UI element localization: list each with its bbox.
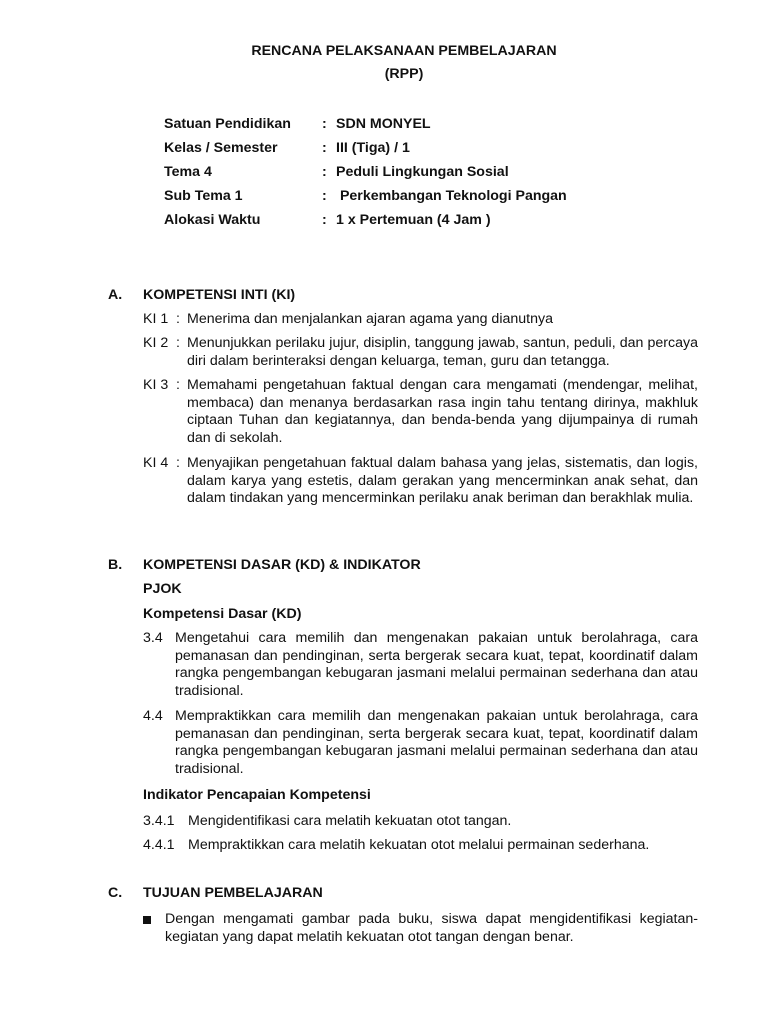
- identity-label: Satuan Pendidikan: [164, 116, 291, 132]
- kd-item: [143, 630, 698, 700]
- identity-separator: :: [322, 212, 327, 228]
- kd-number: 4.4: [143, 708, 163, 724]
- ki-code: KI 1: [143, 311, 169, 327]
- identity-value: 1 x Pertemuan (4 Jam ): [336, 212, 491, 228]
- section-a-letter: A.: [108, 287, 123, 303]
- square-bullet-icon: [143, 916, 151, 924]
- ki-colon: :: [176, 335, 180, 351]
- identity-value: III (Tiga) / 1: [336, 140, 410, 156]
- identity-label: Tema 4: [164, 164, 212, 180]
- ki-colon: :: [176, 455, 180, 471]
- indicator-text: Mengidentifikasi cara melatih kekuatan otot tangan.: [188, 813, 512, 829]
- ki-item: [143, 377, 698, 447]
- identity-label: Sub Tema 1: [164, 188, 243, 204]
- document-subtitle: (RPP): [384, 66, 424, 82]
- ki-colon: :: [176, 377, 180, 393]
- identity-separator: :: [322, 116, 327, 132]
- ki-text: Memahami pengetahuan faktual dengan cara mengamati (mendengar, melihat, membaca) dan menanya berdasarkan rasa ingin tahu tentang dirinya, makhluk ciptaan Tuhan dan kegiatannya, dan benda-benda yang dijumpainya di rumah dan di sekolah.: [187, 377, 698, 446]
- kd-text: Mengetahui cara memilih dan mengenakan pakaian untuk berolahraga, cara pemanasan dan pendinginan, serta bergerak secara kuat, tepat, koordinatif dalam rangka pengembangan kebugaran jasmani melalui permainan sederhana dan atau tradisional.: [175, 630, 698, 699]
- section-a-title: KOMPETENSI INTI (KI): [143, 287, 296, 303]
- subject-heading: PJOK: [143, 581, 182, 597]
- identity-separator: :: [322, 188, 327, 204]
- indicator-heading: Indikator Pencapaian Kompetensi: [143, 787, 371, 803]
- ki-text: Menunjukkan perilaku jujur, disiplin, tanggung jawab, santun, peduli, dan percaya diri dalam berinteraksi dengan keluarga, teman, guru dan tetangga.: [187, 335, 698, 369]
- kd-item: [143, 708, 698, 778]
- ki-code: KI 2: [143, 335, 169, 351]
- ki-colon: :: [176, 311, 180, 327]
- ki-text: Menerima dan menjalankan ajaran agama yang dianutnya: [187, 311, 553, 327]
- indicator-text: Mempraktikkan cara melatih kekuatan otot melalui permainan sederhana.: [188, 837, 650, 853]
- identity-separator: :: [322, 140, 327, 156]
- section-b-title: KOMPETENSI DASAR (KD) & INDIKATOR: [143, 557, 421, 573]
- identity-separator: :: [322, 164, 327, 180]
- ki-item: [143, 455, 698, 508]
- ki-item: [143, 335, 698, 370]
- ki-text: Menyajikan pengetahuan faktual dalam bahasa yang jelas, sistematis, dan logis, dalam karya yang estetis, dalam gerakan yang mencerminkan anak sehat, dan dalam tindakan yang mencerminkan perilaku anak beriman dan berakhlak mulia.: [187, 455, 698, 507]
- objective-text: Dengan mengamati gambar pada buku, siswa dapat mengidentifikasi kegiatan-kegiatan yang dapat melatih kekuatan otot tangan dengan benar.: [165, 911, 698, 945]
- kd-number: 3.4: [143, 630, 163, 646]
- identity-label: Alokasi Waktu: [164, 212, 261, 228]
- identity-value: Perkembangan Teknologi Pangan: [336, 188, 567, 204]
- ki-code: KI 3: [143, 377, 169, 393]
- identity-value: SDN MONYEL: [336, 116, 431, 132]
- kd-text: Mempraktikkan cara memilih dan mengenakan pakaian untuk berolahraga, cara pemanasan dan pendinginan, serta bergerak secara kuat, tepat, koordinatif dalam rangka pengembangan kebugaran jasmani melalui permainan sederhana dan atau tradisional.: [175, 708, 698, 777]
- section-c-title: TUJUAN PEMBELAJARAN: [143, 885, 323, 901]
- document-title: RENCANA PELAKSANAAN PEMBELAJARAN: [251, 43, 557, 59]
- indicator-number: 3.4.1: [143, 813, 175, 829]
- objective-item: [143, 911, 698, 946]
- section-b-letter: B.: [108, 557, 123, 573]
- identity-value: Peduli Lingkungan Sosial: [336, 164, 509, 180]
- indicator-number: 4.4.1: [143, 837, 175, 853]
- ki-code: KI 4: [143, 455, 169, 471]
- kd-heading: Kompetensi Dasar (KD): [143, 606, 302, 622]
- identity-label: Kelas / Semester: [164, 140, 278, 156]
- ki-item: [143, 311, 698, 329]
- section-c-letter: C.: [108, 885, 123, 901]
